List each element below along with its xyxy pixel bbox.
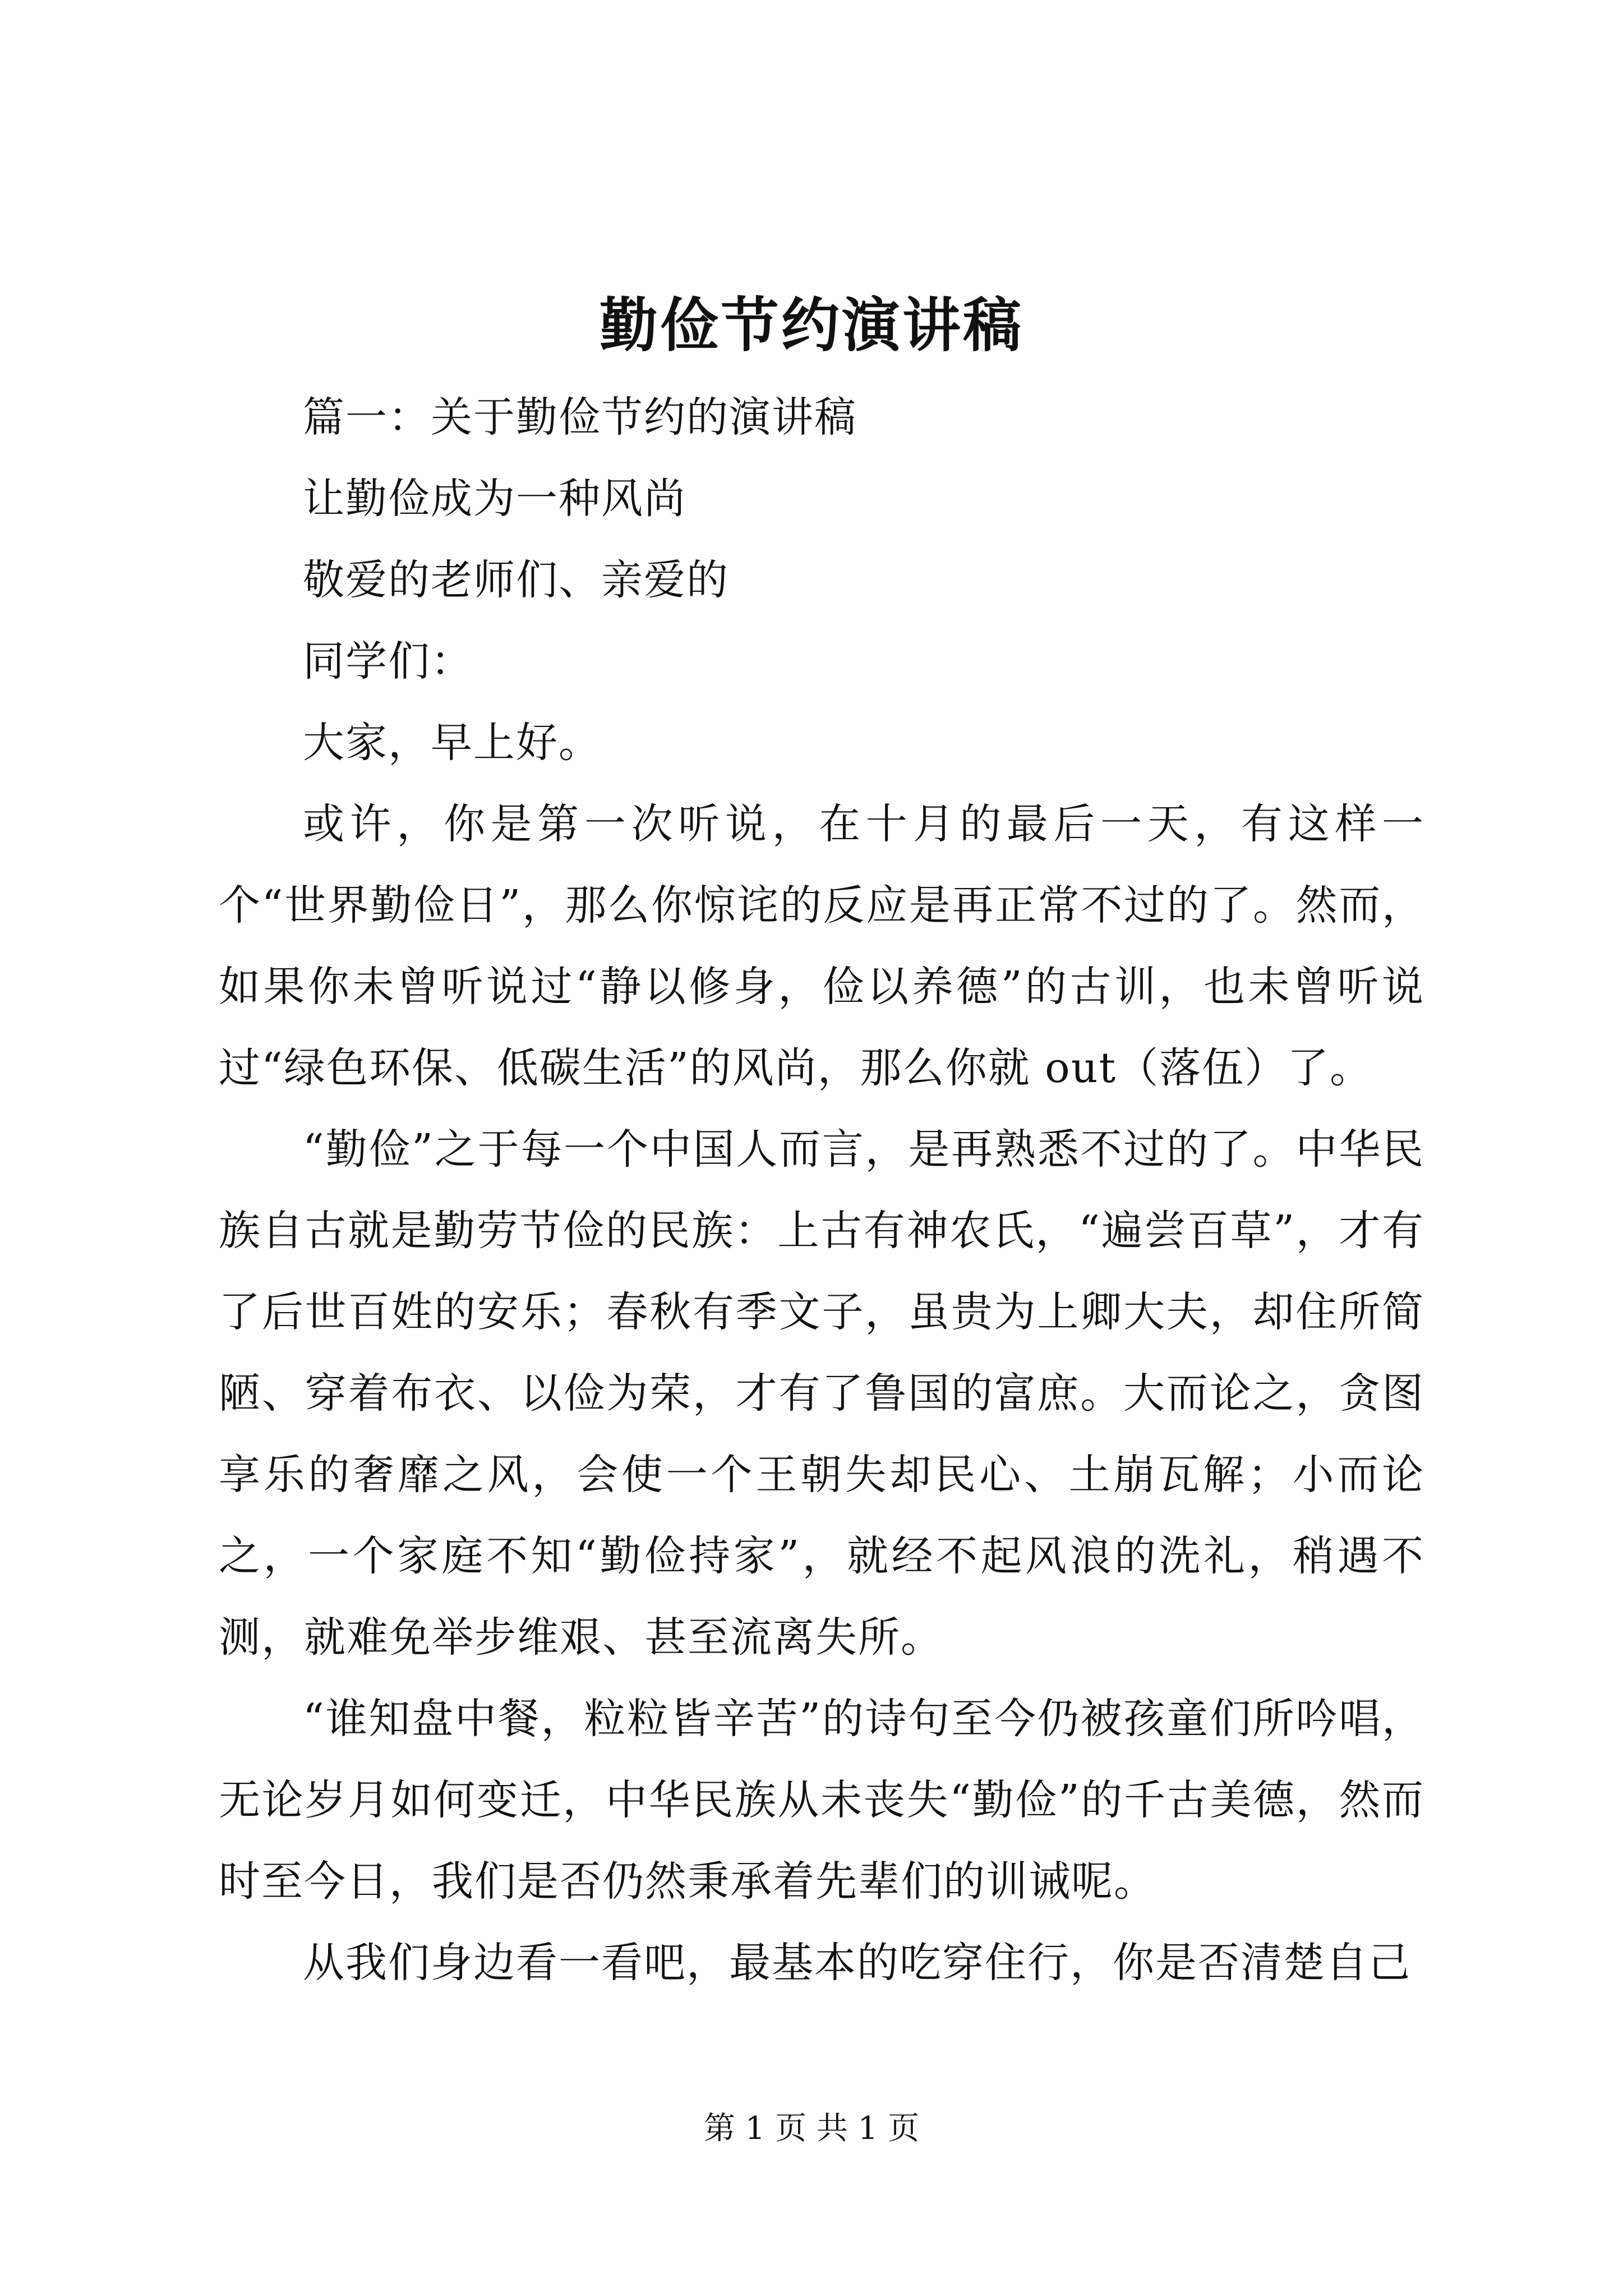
- paragraph-3: “谁知盘中餐，粒粒皆辛苦”的诗句至今仍被孩童们所吟唱，无论岁月如何变迁，中华民族从未丧失“勤俭”的千古美德，然而时至今日，我们是否仍然秉承着先辈们的训诫呢。: [219, 1695, 1424, 1906]
- paragraph-1: 或许，你是第一次听说，在十月的最后一天，有这样一个“世界勤俭日”，那么你惊诧的反应是再正常不过的了。然而，如果你未曾听说过“静以修身，俭以养德”的古训，也未曾听说过“绿色环保、低碳生活”的风尚，那么你就 out（落伍）了。: [219, 800, 1424, 1092]
- paragraph-2: “勤俭”之于每一个中国人而言，是再熟悉不过的了。中华民族自古就是勤劳节俭的民族：上古有神农氏，“遍尝百草”，才有了后世百姓的安乐；春秋有季文子，虽贵为上卿大夫，却住所简陋、穿着布衣、以俭为荣，才有了鲁国的富庶。大而论之，贪图享乐的奢靡之风，会使一个王朝失却民心、土崩瓦解；小而论之，一个家庭不知“勤俭持家”，就经不起风浪的洗礼，稍遇不测，就难免举步维艰、甚至流离失所。: [219, 1125, 1424, 1662]
- document-title: 勤俭节约演讲稿: [599, 291, 1023, 360]
- speech-title: 让勤俭成为一种风尚: [303, 475, 686, 523]
- document-body: [219, 377, 1424, 2004]
- greeting-line: 大家，早上好。: [303, 719, 601, 767]
- section-heading: 篇一：关于勤俭节约的演讲稿: [303, 393, 857, 441]
- page-footer: 第 1 页 共 1 页: [703, 2110, 920, 2147]
- salutation-line-2: 同学们：: [303, 637, 473, 685]
- paragraph-4: 从我们身边看一看吧，最基本的吃穿住行，你是否清楚自己: [303, 1939, 1411, 1987]
- salutation-line-1: 敬爱的老师们、亲爱的: [303, 556, 729, 604]
